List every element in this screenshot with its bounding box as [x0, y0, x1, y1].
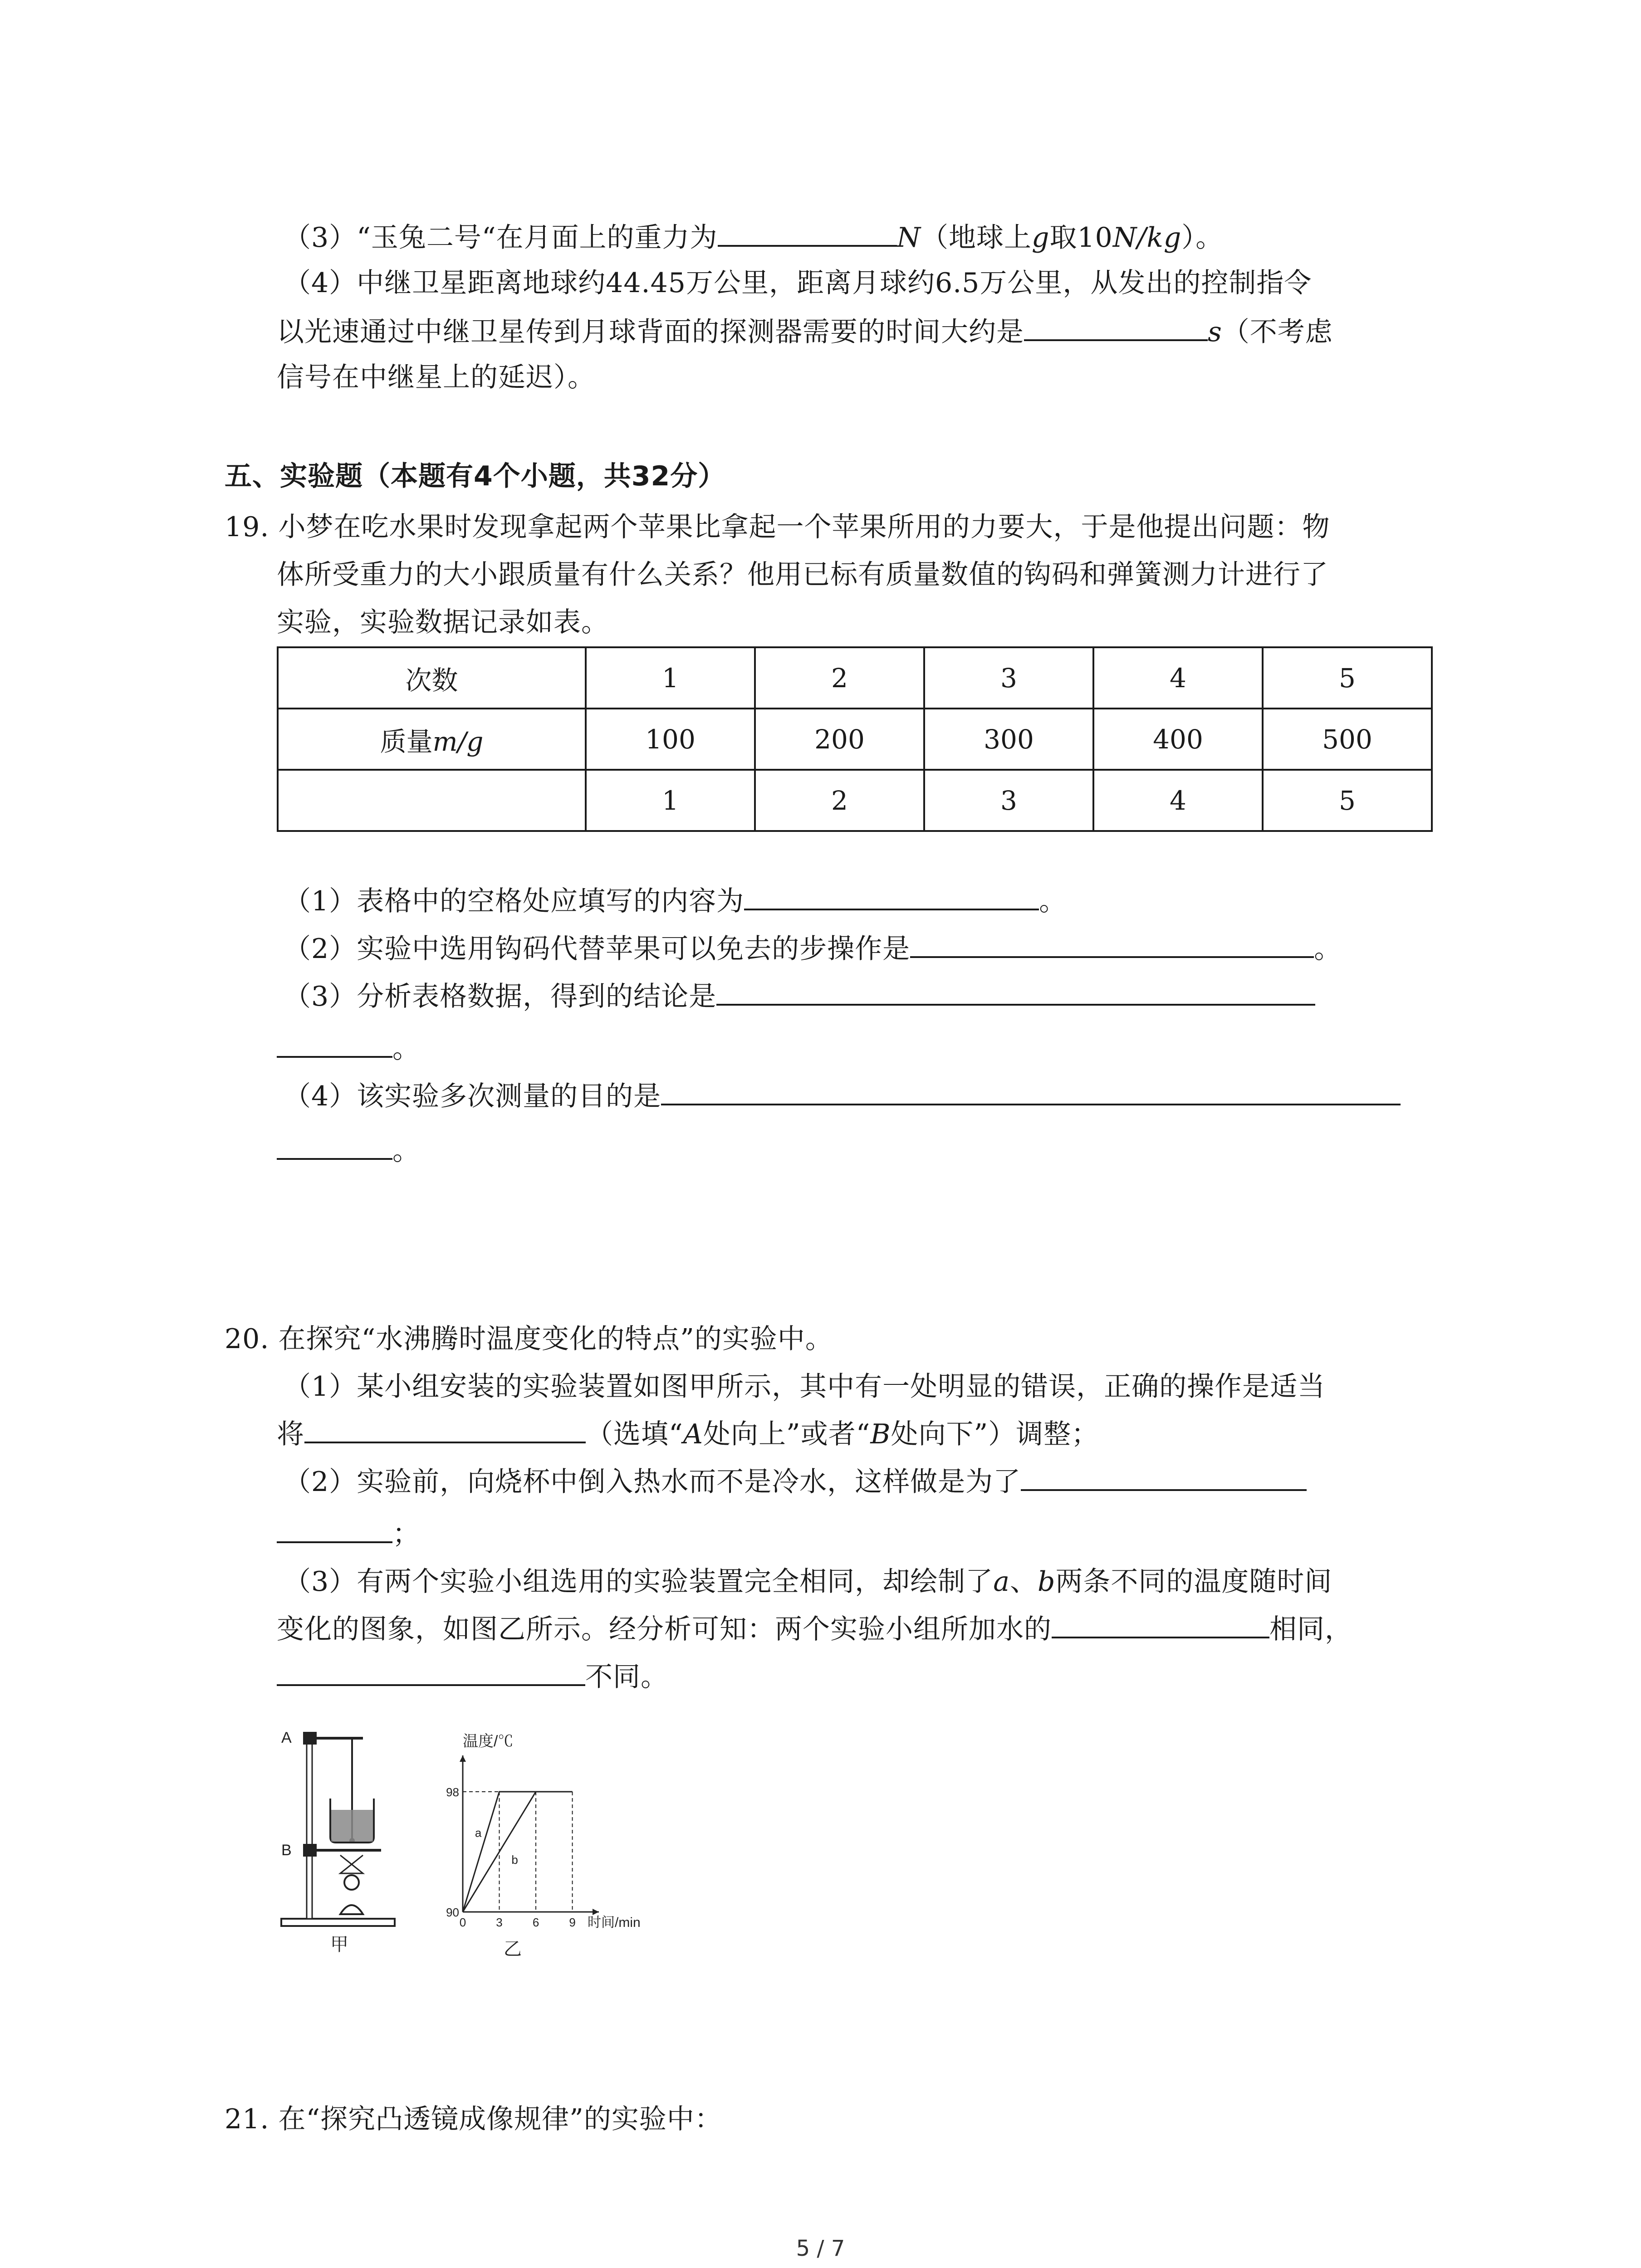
answer-blank[interactable] [716, 978, 1315, 1006]
q19-sub4-cont [277, 1132, 420, 1170]
q18-part3-text: （3）“玉兔二号“在月面上的重力为 [284, 222, 718, 254]
symbol-b-lower: b [1037, 1566, 1056, 1598]
table-cell-empty[interactable] [278, 770, 586, 831]
chart-series-a [463, 1792, 573, 1912]
q18-part4-text1: （4）中继卫星距离地球约44.45万公里，距离月球约6.5万公里，从发出的控制指令 [284, 267, 1312, 299]
q19-sub4-text: （4）该实验多次测量的目的是 [284, 1080, 661, 1112]
answer-blank[interactable] [277, 1659, 585, 1686]
q20-sub3-line1 [284, 1563, 1332, 1601]
data-table [277, 646, 1433, 832]
label-b: B [281, 1842, 292, 1859]
q20-sub3-post2: 相同， [1269, 1613, 1352, 1645]
answer-blank[interactable] [744, 883, 1039, 910]
table-cell: 1 [586, 647, 755, 709]
answer-blank[interactable] [910, 931, 1314, 958]
table-cell: 1 [586, 770, 755, 831]
q19-line3: 实验，实验数据记录如表。 [277, 606, 609, 638]
table-cell: 4 [1093, 770, 1263, 831]
answer-blank[interactable] [1021, 1464, 1307, 1491]
chart-x-tick-label: 9 [569, 1916, 576, 1929]
chart-series-label: b [511, 1853, 518, 1867]
q18-part4-line3 [277, 358, 595, 396]
q19-sub1 [284, 882, 1067, 920]
table-cell: 3 [924, 647, 1093, 709]
symbol-a: A [683, 1418, 704, 1450]
clamp-a [303, 1732, 317, 1745]
answer-blank[interactable] [277, 1031, 392, 1058]
table-cell: 4 [1093, 647, 1263, 709]
table-cell: 5 [1263, 647, 1432, 709]
q19-sub2-text: （2）实验中选用钩码代替苹果可以免去的步操作是 [284, 933, 911, 965]
figure-jia-apparatus [272, 1719, 408, 1973]
q19-sub2 [284, 930, 1342, 968]
page-number: 5 / 7 [796, 2236, 845, 2261]
q20-sub3-text: （3）有两个实验小组选用的实验装置完全相同，却绘制了 [284, 1566, 994, 1598]
table-cell-mass [278, 709, 586, 770]
chart-x-tick-label: 3 [496, 1916, 503, 1929]
mass-unit: m/g [432, 726, 484, 757]
section-heading: 五、实验题（本题有4个小题，共32分） [225, 460, 726, 492]
period: 。 [1039, 885, 1067, 917]
mass-label: 质量 [380, 726, 433, 757]
q20-sub1-post: 处向下”）调整； [891, 1418, 1099, 1450]
table-cell: 100 [586, 709, 755, 770]
table-cell: 2 [755, 647, 924, 709]
chart-y-tick-label: 98 [446, 1785, 459, 1799]
chart-x-arrow [593, 1909, 599, 1915]
unit-s: s [1208, 316, 1222, 348]
q19-line1: 19. 小梦在吃水果时发现拿起两个苹果比拿起一个苹果所用的力要大，于是他提出问题：物 [225, 511, 1330, 543]
separator: 、 [1009, 1566, 1038, 1598]
q19-sub1-text: （1）表格中的空格处应填写的内容为 [284, 885, 745, 917]
chart-x-tick-label: 0 [459, 1916, 466, 1929]
symbol-g: g [1032, 222, 1050, 254]
table-cell: 400 [1093, 709, 1263, 770]
chart-y-axis-label: 温度/℃ [463, 1733, 514, 1750]
q18-part4-line1 [284, 264, 1312, 302]
period: 。 [392, 1033, 420, 1065]
semicolon: ； [392, 1518, 420, 1550]
stand-rod [307, 1733, 312, 1919]
table-cell: 2 [755, 770, 924, 831]
table-row [278, 647, 1432, 709]
table-cell: 5 [1263, 770, 1432, 831]
symbol-b: B [870, 1418, 891, 1450]
alcohol-lamp [340, 1905, 363, 1914]
q20-sub1-text: 将 [277, 1418, 304, 1450]
answer-blank[interactable] [661, 1078, 1401, 1105]
water [331, 1810, 373, 1842]
caption-yi: 乙 [504, 1939, 522, 1959]
q20-sub1-mid2: 处向上”或者“ [703, 1418, 871, 1450]
answer-blank[interactable] [1024, 314, 1208, 341]
q20-sub3-post: 两条不同的温度随时间 [1055, 1566, 1332, 1598]
stand-base [281, 1919, 395, 1926]
q21-line1: 21. 在“探究凸透镜成像规律”的实验中： [225, 2103, 722, 2135]
period: 。 [392, 1135, 420, 1167]
q20-line1: 20. 在探究“水沸腾时温度变化的特点”的实验中。 [225, 1323, 833, 1355]
figure-yi-chart [436, 1728, 671, 1964]
chart-y-tick-label: 90 [446, 1906, 459, 1919]
table-cell: 3 [924, 770, 1093, 831]
q18-part4-text2: 以光速通过中继卫星传到月球背面的探测器需要的时间大约是 [277, 316, 1024, 348]
label-a: A [281, 1729, 292, 1746]
q18-part4-line2 [277, 313, 1333, 351]
table-row [278, 770, 1432, 831]
q18-part3-value: 取10 [1049, 222, 1113, 254]
q20-sub1-line1: （1）某小组安装的实验装置如图甲所示，其中有一处明显的错误，正确的操作是适当 [284, 1371, 1326, 1403]
clamp-b [303, 1844, 317, 1857]
q18-part3 [284, 219, 1223, 257]
answer-blank[interactable] [277, 1133, 392, 1160]
symbol-a-lower: a [993, 1566, 1010, 1598]
q20-sub3-line3 [277, 1658, 668, 1696]
q19-sub4 [284, 1077, 1401, 1115]
q18-part4-text3: 信号在中继星上的延迟）。 [277, 362, 595, 393]
chart-x-axis-label: 时间/min [588, 1915, 641, 1930]
q18-part3-close: ）。 [1181, 222, 1224, 254]
gauze [340, 1855, 363, 1873]
table-row [278, 709, 1432, 770]
table-cell: 500 [1263, 709, 1432, 770]
table-cell: 200 [755, 709, 924, 770]
table-cell: 300 [924, 709, 1093, 770]
answer-blank[interactable] [304, 1416, 586, 1443]
unit-n: N [896, 222, 921, 254]
q20-sub3-text2: 变化的图象，如图乙所示。经分析可知：两个实验小组所加水的 [277, 1613, 1052, 1645]
q19-sub3-text: （3）分析表格数据，得到的结论是 [284, 981, 717, 1012]
answer-blank[interactable] [718, 220, 897, 247]
burner-wick [344, 1875, 359, 1890]
period: 。 [1314, 933, 1342, 965]
chart-y-arrow [460, 1755, 466, 1762]
table-cell: 次数 [278, 647, 586, 709]
answer-blank[interactable] [277, 1516, 392, 1543]
q20-sub1-line2 [277, 1415, 1099, 1453]
q20-sub3-line2 [277, 1610, 1352, 1648]
q18-part4-text2-post: （不考虑 [1222, 316, 1333, 348]
chart-layer [446, 1755, 599, 1929]
q20-sub1-mid: （选填“ [586, 1418, 683, 1450]
caption-jia: 甲 [330, 1935, 348, 1955]
q19-sub3 [284, 978, 1315, 1016]
q19-sub3-cont [277, 1030, 420, 1068]
q19-line2: 体所受重力的大小跟质量有什么关系？他用已标有质量数值的钩码和弹簧测力计进行了 [277, 559, 1328, 591]
q20-sub2-text: （2）实验前，向烧杯中倒入热水而不是冷水，这样做是为了 [284, 1466, 1021, 1498]
unit-n-per-kg: N/kg [1112, 222, 1182, 254]
q20-sub2-cont [277, 1515, 420, 1553]
chart-x-tick-label: 6 [532, 1916, 539, 1929]
chart-series-label: a [475, 1826, 482, 1840]
chart-series-b [463, 1792, 573, 1912]
q20-sub3-post3: 不同。 [585, 1661, 668, 1693]
q18-part3-paren: （地球上 [921, 222, 1032, 254]
q20-sub2 [284, 1463, 1307, 1501]
answer-blank[interactable] [1052, 1611, 1269, 1638]
